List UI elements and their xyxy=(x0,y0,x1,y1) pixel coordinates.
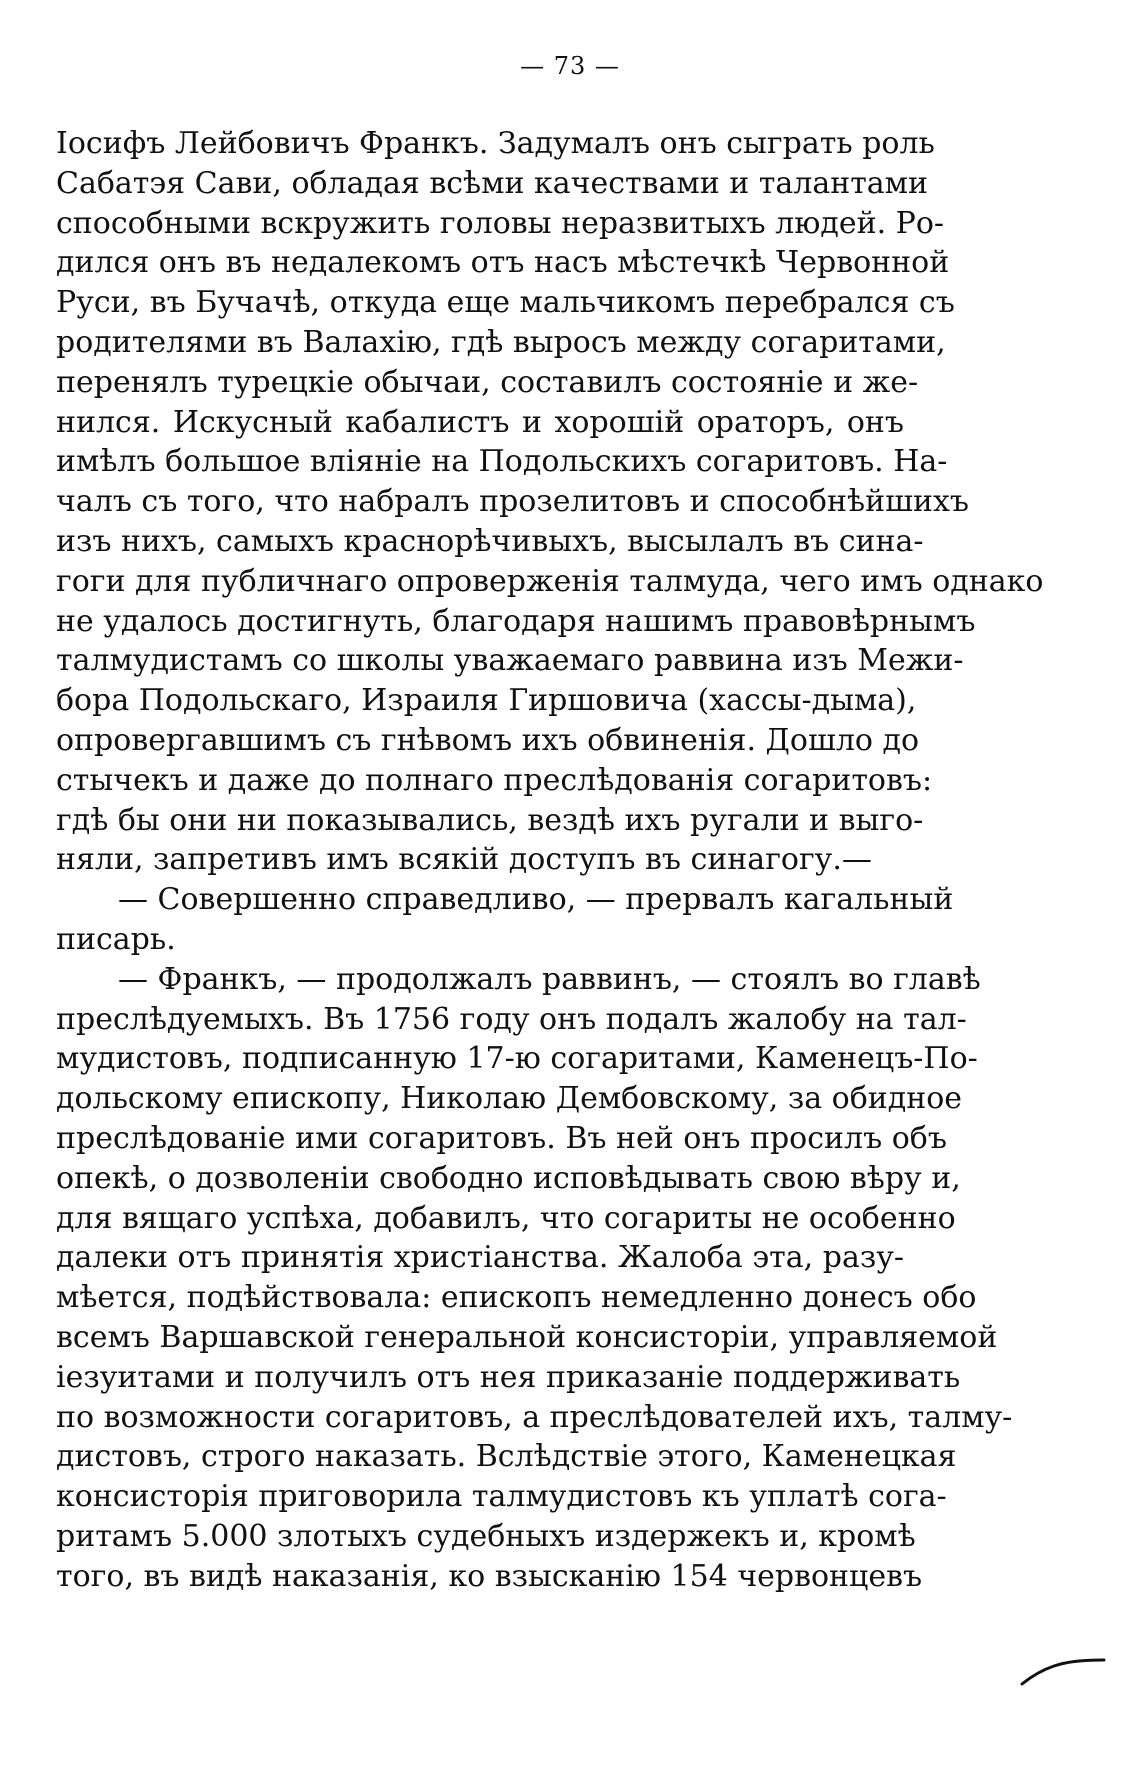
text-line: родителями въ Валахію, гдѣ выросъ между согаритами, xyxy=(56,324,946,360)
text-line: талмудистамъ со школы уважаемаго раввина изъ Межи- xyxy=(56,643,964,679)
text-line: дился онъ въ недалекомъ отъ насъ мѣстечкѣ Червонной xyxy=(56,245,950,281)
text-line: нился. Искусный кабалистъ и хорошій ораторъ, онъ xyxy=(56,404,904,440)
text-line: перенялъ турецкіе обычаи, составилъ состояніе и же- xyxy=(56,364,919,400)
text-line: не удалось достигнуть, благодаря нашимъ правовѣрнымъ xyxy=(56,603,976,639)
text-line: Сабатэя Сави, обладая всѣми качествами и талантами xyxy=(56,165,929,201)
text-line: писарь. xyxy=(56,921,176,957)
text-line: мѣется, подѣйствовала: епископъ немедленно донесъ обо xyxy=(56,1280,977,1316)
ink-stroke-mark xyxy=(1018,1650,1108,1690)
text-line: далеки отъ принятія христіанства. Жалоба эта, разу- xyxy=(56,1240,904,1276)
text-line: мудистовъ, подписанную 17-ю согаритами, Каменецъ-По- xyxy=(56,1041,978,1077)
text-line: способными вскружить головы неразвитыхъ людей. Ро- xyxy=(56,205,945,241)
text-line: — Совершенно справедливо, — прервалъ кагальный xyxy=(118,882,954,918)
text-line: для вящаго успѣха, добавилъ, что согариты не особенно xyxy=(56,1200,956,1236)
text-line: — Франкъ, — продолжалъ раввинъ, — стоялъ во главѣ xyxy=(118,961,981,997)
text-line: Руси, въ Бучачѣ, откуда еще мальчикомъ перебрался съ xyxy=(56,285,955,321)
text-line: гоги для публичнаго опроверженія талмуда, чего имъ однако xyxy=(56,563,1044,599)
text-line: дольскому епископу, Николаю Дембовскому, за обидное xyxy=(56,1081,963,1117)
text-line: бора Подольскаго, Израиля Гиршовича (хассы-дыма), xyxy=(56,683,917,719)
body-text xyxy=(56,124,1044,1596)
text-line: опровергавшимъ съ гнѣвомъ ихъ обвиненія. Дошло до xyxy=(56,722,920,758)
text-line: опекѣ, о дозволеніи свободно исповѣдывать свою вѣру и, xyxy=(56,1160,961,1196)
text-line: Іосифъ Лейбовичъ Франкъ. Задумалъ онъ сыграть роль xyxy=(56,126,935,161)
text-line: дистовъ, строго наказать. Вслѣдствіе этого, Каменецкая xyxy=(56,1439,957,1475)
text-line: изъ нихъ, самыхъ краснорѣчивыхъ, высылалъ въ сина- xyxy=(56,523,924,559)
text-line: ритамъ 5.000 злотыхъ судебныхъ издержекъ и, кромѣ xyxy=(56,1518,916,1554)
text-line: іезуитами и получилъ отъ нея приказаніе поддерживать xyxy=(56,1359,961,1395)
text-line: стычекъ и даже до полнаго преслѣдованія согаритовъ: xyxy=(56,762,933,798)
text-line: преслѣдуемыхъ. Въ 1756 году онъ подалъ жалобу на тал- xyxy=(56,1001,967,1037)
text-line: няли, запретивъ имъ всякій доступъ въ синагогу.— xyxy=(56,842,872,878)
text-line: гдѣ бы они ни показывались, вездѣ ихъ ругали и выго- xyxy=(56,802,924,838)
text-line: чалъ съ того, что набралъ прозелитовъ и способнѣйшихъ xyxy=(56,484,969,520)
text-line: всемъ Варшавской генеральной консисторіи, управляемой xyxy=(56,1319,998,1355)
page-number: — 73 — xyxy=(520,52,620,80)
text-line: того, въ видѣ наказанія, ко взысканію 154 червонцевъ xyxy=(56,1558,923,1594)
text-line: имѣлъ большое вліяніе на Подольскихъ согаритовъ. На- xyxy=(56,444,948,480)
text-line: по возможности согаритовъ, а преслѣдователей ихъ, талму- xyxy=(56,1399,1013,1435)
text-line: консисторія приговорила талмудистовъ къ уплатѣ сога- xyxy=(56,1479,947,1515)
text-line: преслѣдованіе ими согаритовъ. Въ ней онъ просилъ объ xyxy=(56,1120,947,1156)
